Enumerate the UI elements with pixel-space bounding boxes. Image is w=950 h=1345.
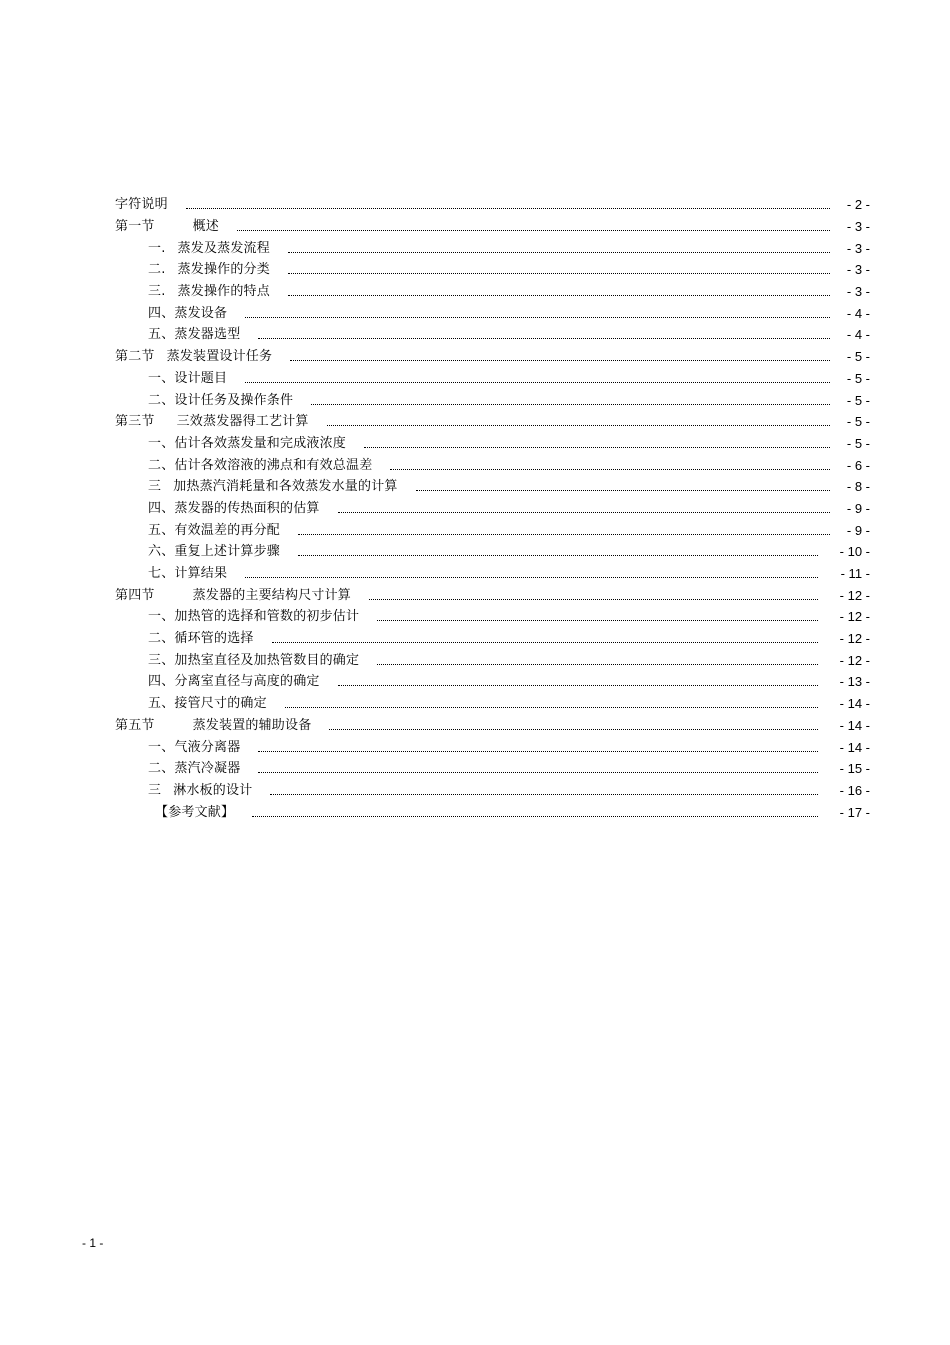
toc-entry[interactable] — [115, 801, 870, 823]
toc-entry[interactable] — [115, 498, 870, 520]
item-number: 二、 — [148, 631, 175, 647]
toc-entry-page: - 2 - — [846, 197, 870, 213]
toc-entry-title: 二、蒸汽冷凝器 — [148, 761, 241, 777]
toc-entry-title: 一、气液分离器 — [148, 739, 241, 755]
toc-entry-title: 第三节 三效蒸发器得工艺计算 — [115, 414, 309, 430]
toc-entry-page: - 5 - — [846, 414, 870, 430]
item-number: 四、 — [148, 500, 175, 516]
item-number: 六、 — [148, 544, 175, 560]
toc-entry-title: 第四节 蒸发器的主要结构尺寸计算 — [115, 587, 352, 603]
toc-entry[interactable] — [115, 194, 870, 216]
dot-leader — [252, 815, 818, 817]
toc-entry-page: - 5 - — [846, 392, 870, 408]
toc-entry-page: - 14 - — [839, 696, 870, 712]
item-number: 一. — [148, 240, 166, 256]
toc-entry[interactable] — [115, 368, 870, 390]
toc-entry[interactable] — [115, 454, 870, 476]
toc-entry[interactable] — [115, 584, 870, 606]
item-number: 二、 — [148, 392, 175, 408]
toc-entry-title: 二. 蒸发操作的分类 — [148, 262, 270, 278]
toc-entry[interactable] — [115, 411, 870, 433]
toc-entry-title: 三 加热蒸汽消耗量和各效蒸发水量的计算 — [148, 479, 398, 495]
section-number: 第一节 — [115, 219, 155, 235]
dot-leader — [258, 750, 818, 752]
dot-leader — [338, 511, 830, 513]
toc-entry-title: 二、估计各效溶液的沸点和有效总温差 — [148, 457, 373, 473]
item-number: 四、 — [148, 674, 175, 690]
dot-leader — [245, 576, 818, 578]
toc-entry[interactable] — [115, 693, 870, 715]
toc-entry[interactable] — [115, 346, 870, 368]
toc-entry[interactable] — [115, 281, 870, 303]
toc-entry-page: - 13 - — [839, 674, 870, 690]
toc-entry-title: 四、蒸发设备 — [148, 305, 228, 321]
dot-leader — [245, 381, 830, 383]
toc-entry-page: - 10 - — [839, 544, 870, 560]
item-number: 三、 — [148, 652, 175, 668]
table-of-contents — [115, 194, 870, 823]
section-number: 第五节 — [115, 717, 155, 733]
item-number: 七、 — [148, 566, 175, 582]
toc-entry-title: 六、重复上述计算步骤 — [148, 544, 281, 560]
toc-entry-page: - 4 - — [846, 327, 870, 343]
dot-leader — [327, 424, 830, 426]
dot-leader — [298, 554, 818, 556]
dot-leader — [288, 251, 830, 253]
toc-entry-page: - 9 - — [846, 500, 870, 516]
item-number: 五、 — [148, 522, 175, 538]
item-number: 五、 — [148, 327, 175, 343]
section-number: 第四节 — [115, 587, 155, 603]
toc-entry[interactable] — [115, 780, 870, 802]
toc-entry-title: 七、计算结果 — [148, 566, 228, 582]
toc-entry[interactable] — [115, 715, 870, 737]
toc-entry-page: - 12 - — [839, 587, 870, 603]
dot-leader — [416, 489, 830, 491]
toc-entry[interactable] — [115, 324, 870, 346]
toc-entry-title: 一、设计题目 — [148, 370, 228, 386]
toc-entry-page: - 17 - — [839, 804, 870, 820]
toc-entry-title: 一、估计各效蒸发量和完成液浓度 — [148, 435, 347, 451]
toc-entry[interactable] — [115, 541, 870, 563]
toc-entry-title: 三. 蒸发操作的特点 — [148, 284, 270, 300]
toc-entry[interactable] — [115, 563, 870, 585]
toc-entry[interactable] — [115, 259, 870, 281]
dot-leader — [272, 641, 818, 643]
toc-entry-title: 五、接管尺寸的确定 — [148, 696, 267, 712]
dot-leader — [290, 359, 830, 361]
toc-entry-page: - 5 - — [846, 349, 870, 365]
item-number: 三. — [148, 284, 166, 300]
toc-entry-page: - 3 - — [846, 219, 870, 235]
toc-entry-page: - 4 - — [846, 305, 870, 321]
toc-entry-page: - 3 - — [846, 262, 870, 278]
toc-entry-page: - 3 - — [846, 284, 870, 300]
toc-entry-title: 一. 蒸发及蒸发流程 — [148, 240, 270, 256]
dot-leader — [258, 337, 830, 339]
toc-entry-title: 一、加热管的选择和管数的初步估计 — [148, 609, 360, 625]
dot-leader — [369, 598, 818, 600]
dot-leader — [364, 446, 830, 448]
dot-leader — [288, 272, 830, 274]
item-number: 一、 — [148, 609, 175, 625]
toc-entry-title: 二、设计任务及操作条件 — [148, 392, 294, 408]
dot-leader — [186, 207, 830, 209]
toc-entry-page: - 8 - — [846, 479, 870, 495]
item-number: 二、 — [148, 761, 175, 777]
dot-leader — [288, 294, 830, 296]
toc-entry-page: - 16 - — [839, 782, 870, 798]
item-number: 三 — [148, 782, 162, 798]
toc-entry-page: - 14 - — [839, 739, 870, 755]
toc-entry[interactable] — [115, 433, 870, 455]
dot-leader — [377, 663, 818, 665]
dot-leader — [258, 771, 818, 773]
toc-entry-page: - 9 - — [846, 522, 870, 538]
item-number: 三 — [148, 479, 162, 495]
toc-entry[interactable] — [115, 519, 870, 541]
toc-entry[interactable] — [115, 389, 870, 411]
item-number: 一、 — [148, 739, 175, 755]
item-number: 四、 — [148, 305, 175, 321]
toc-entry-title: 四、蒸发器的传热面积的估算 — [148, 500, 320, 516]
toc-entry-title: 二、循环管的选择 — [148, 631, 254, 647]
toc-entry[interactable] — [115, 649, 870, 671]
toc-entry-title: 五、有效温差的再分配 — [148, 522, 281, 538]
toc-entry-page: - 12 - — [839, 631, 870, 647]
dot-leader — [298, 533, 830, 535]
toc-entry-title: 【参考文献】 — [155, 804, 235, 820]
toc-entry-title: 第五节 蒸发装置的辅助设备 — [115, 717, 312, 733]
dot-leader — [338, 684, 818, 686]
toc-entry[interactable] — [115, 628, 870, 650]
toc-entry[interactable] — [115, 606, 870, 628]
dot-leader — [329, 728, 818, 730]
toc-entry[interactable] — [115, 237, 870, 259]
toc-entry-title: 第二节 蒸发装置设计任务 — [115, 349, 273, 365]
item-number: 二. — [148, 262, 166, 278]
dot-leader — [390, 468, 830, 470]
dot-leader — [311, 403, 830, 405]
toc-entry-title: 字符说明 — [115, 197, 168, 213]
toc-entry[interactable] — [115, 476, 870, 498]
page-number: - 1 - — [82, 1236, 104, 1250]
toc-entry-page: - 12 - — [839, 652, 870, 668]
section-number: 第三节 — [115, 414, 155, 430]
toc-entry-title: 三、加热室直径及加热管数目的确定 — [148, 652, 360, 668]
toc-entry-page: - 5 - — [846, 370, 870, 386]
dot-leader — [285, 706, 818, 708]
dot-leader — [377, 619, 818, 621]
toc-entry-page: - 5 - — [846, 435, 870, 451]
toc-entry-page: - 11 - — [840, 566, 870, 582]
toc-entry[interactable] — [115, 671, 870, 693]
toc-entry[interactable] — [115, 216, 870, 238]
item-number: 一、 — [148, 435, 175, 451]
toc-entry-title: 五、蒸发器选型 — [148, 327, 241, 343]
toc-entry-title: 三 淋水板的设计 — [148, 782, 253, 798]
toc-entry[interactable] — [115, 302, 870, 324]
dot-leader — [237, 229, 830, 231]
item-number: 五、 — [148, 696, 175, 712]
section-number: 第二节 — [115, 349, 155, 365]
toc-entry-page: - 6 - — [846, 457, 870, 473]
dot-leader — [270, 793, 818, 795]
toc-entry-title: 四、分离室直径与高度的确定 — [148, 674, 320, 690]
toc-entry-title: 第一节 概述 — [115, 219, 220, 235]
toc-entry[interactable] — [115, 736, 870, 758]
item-number: 一、 — [148, 370, 175, 386]
toc-entry-page: - 12 - — [839, 609, 870, 625]
item-number: 二、 — [148, 457, 175, 473]
toc-entry[interactable] — [115, 758, 870, 780]
toc-entry-page: - 14 - — [839, 717, 870, 733]
toc-entry-page: - 3 - — [846, 240, 870, 256]
dot-leader — [245, 316, 830, 318]
toc-entry-page: - 15 - — [839, 761, 870, 777]
